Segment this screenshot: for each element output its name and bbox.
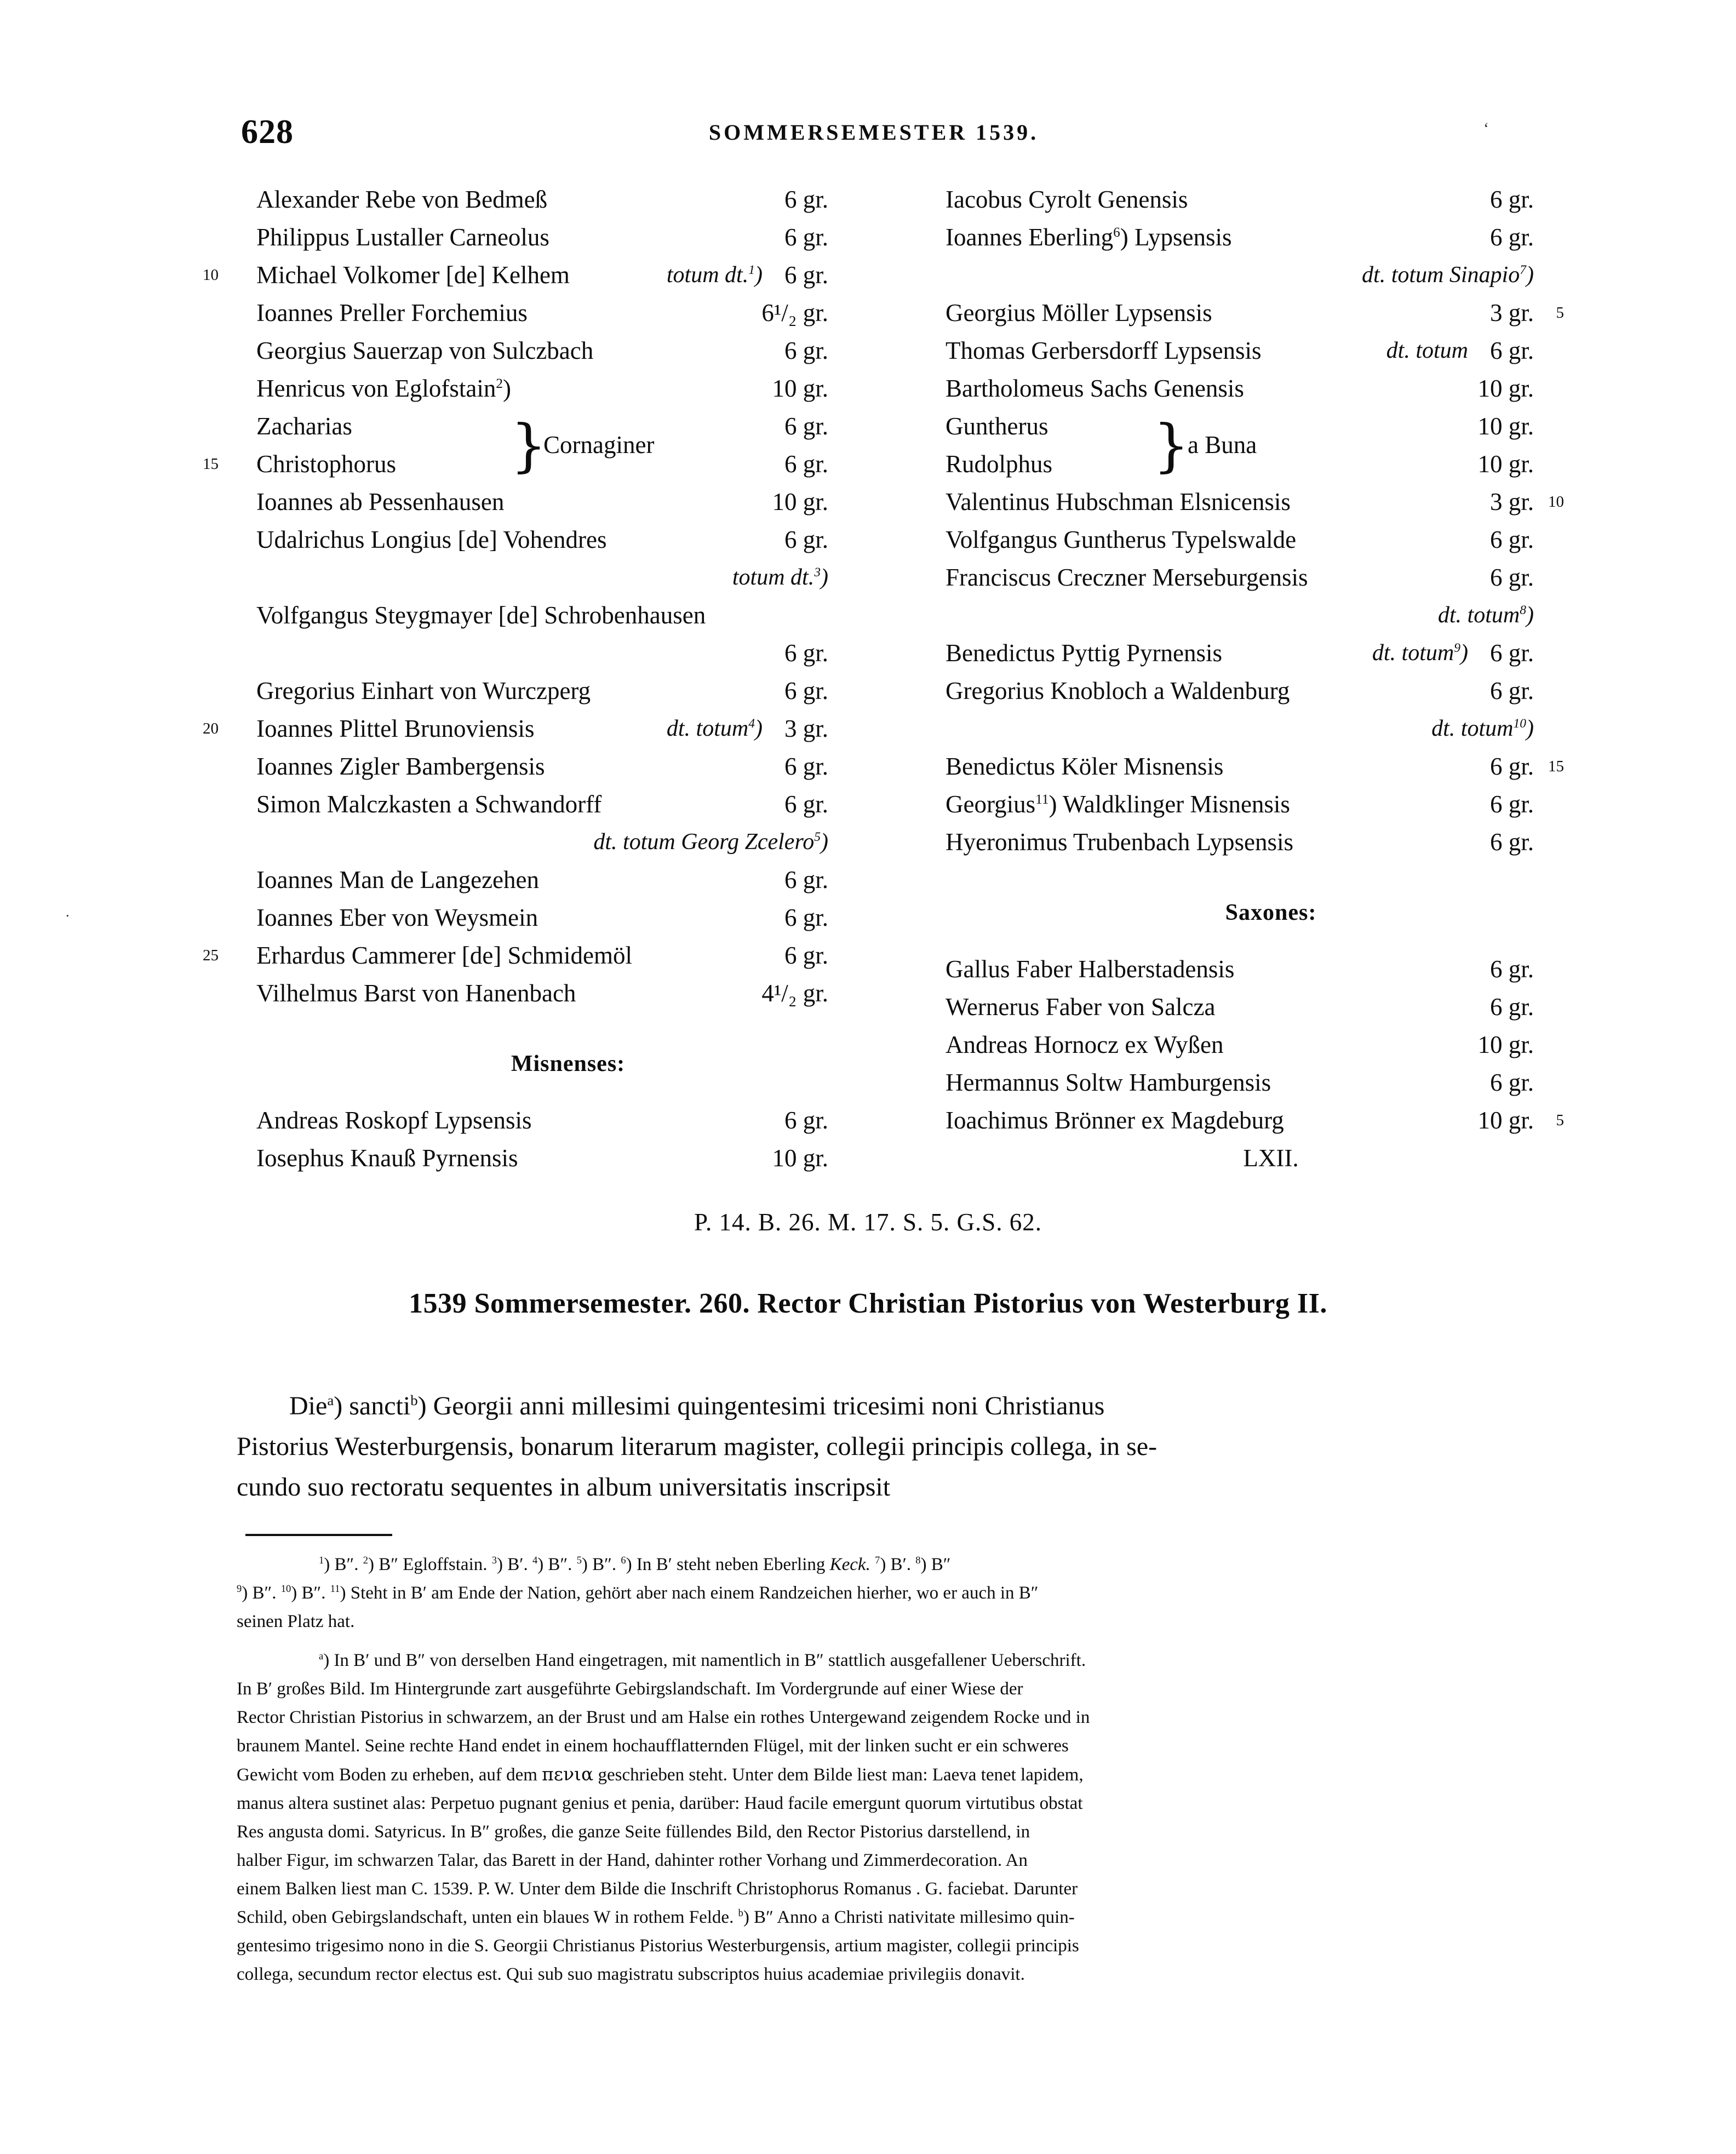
section-heading: 1539 Sommersemester. 260. Rector Christian Pistorius von Westerburg II. [409,1288,1327,1319]
student-name: Zacharias [256,413,352,440]
fee-amount: 6 gr. [784,639,828,667]
fee-amount: 6 gr. [1489,1069,1534,1096]
register-entry [926,181,1616,219]
fee-amount: 6 gr. [1489,677,1534,704]
footnote-line: seinen Platz hat. [237,1612,355,1631]
scan-speck: . [66,904,70,920]
running-head [241,113,1501,151]
line-number: 5 [1556,304,1564,322]
payment-annotation: dt. totum Georg Zcelero$^5$) [593,829,828,855]
register-entry [237,483,899,521]
register-entry [237,748,899,786]
student-name: Volfgangus Steygmayer [de] Schrobenhausen [256,601,706,629]
paragraph-line: cundo suo rectoratu sequentes in album universitatis inscripsit [237,1473,891,1502]
student-name: Guntherus [946,413,1049,440]
curly-brace-icon: } [511,412,547,479]
footnote-line: halber Figur, im schwarzen Talar, das Barett in der Hand, dahinter rother Vorhang und Zimmerdecoration. An [237,1851,1028,1870]
register-column-right [926,181,1616,1177]
payment-annotation: dt. totum$^{10}$) [1431,716,1534,741]
line-number: 10 [203,266,219,284]
lettered-footnotes [237,1646,1508,1989]
fee-amount: 6 gr. [784,186,828,213]
fee-amount: 10 gr. [772,375,828,402]
student-name: Alexander Rebe von Bedmeß [256,186,548,213]
register-entry [203,937,899,975]
student-name: Benedictus Köler Misnensis [946,753,1224,780]
student-name: Andreas Hornocz ex Wyßen [946,1031,1224,1058]
vertical-spacer [926,861,1616,894]
grouped-entry-pair [926,408,1616,483]
register-entry [926,219,1616,256]
fee-amount: 6 gr. [784,677,828,704]
register-entry [926,1064,1616,1102]
student-name: Georgius Möller Lypsensis [946,299,1212,326]
register-entry [926,823,1616,861]
student-name: Ioannes Eberling$^6$) Lypsensis [946,224,1232,251]
student-name: Hermannus Soltw Hamburgensis [946,1069,1271,1096]
student-name: Ioannes Eber von Weysmein [256,904,538,931]
running-title: SOMMERSEMESTER 1539. [708,120,1039,145]
register-continuation-line [926,710,1616,748]
register-entry [237,786,899,823]
register-entry [237,294,899,332]
grouped-entry-pair [203,408,899,483]
footnote-line: $^9$) B″. $^{10}$) B″. $^{11}$) Steht in B′ am Ende der Nation, gehört aber nach einem Randzeichen hierher, wo er auch in B″ [237,1583,1039,1603]
fee-amount: 10 gr. [1477,413,1534,440]
register-column-left [203,181,899,1177]
fee-amount: 6¹/₂ gr. [761,299,828,326]
register-entry [237,219,899,256]
student-name: Gallus Faber Halberstadensis [946,955,1235,983]
fee-amount: 6 gr. [1489,639,1534,667]
register-entry [926,1026,1616,1064]
line-number: 15 [1548,758,1564,775]
register-entry [926,370,1616,408]
paragraph-line: Pistorius Westerburgensis, bonarum literarum magister, collegii principis collega, in se- [237,1432,1158,1461]
student-name: Franciscus Creczner Merseburgensis [946,564,1308,591]
fee-amount: 6 gr. [784,526,828,553]
family-name: Cornaginer [543,431,655,459]
register-entry [237,332,899,370]
fee-amount: 6 gr. [1489,337,1534,364]
footnote-line: Schild, oben Gebirgslandschaft, unten ein blaues W in rothem Felde. $^b$) B″ Anno a Christi nativitate millesimo quin- [237,1907,1075,1927]
student-name: Iacobus Cyrolt Genensis [946,186,1188,213]
register-entry [926,521,1616,559]
fee-amount: 6 gr. [784,790,828,818]
student-name: Ioachimus Brönner ex Magdeburg [946,1107,1284,1134]
student-name: Erhardus Cammerer [de] Schmidemöl [256,942,633,969]
student-name: Ioannes Preller Forchemius [256,299,528,326]
student-name: Georgius$^{11}$) Waldklinger Misnensis [946,790,1290,818]
vertical-spacer [237,1083,899,1102]
register-entry [926,332,1616,370]
register-entry [237,672,899,710]
footnote-line: Rector Christian Pistorius in schwarzem, an der Brust und am Halse ein rothes Untergewand zeigendem Rocke und in [237,1708,1090,1727]
student-name: Georgius Sauerzap von Sulczbach [256,337,594,364]
numbered-footnotes [237,1550,1502,1636]
fee-amount: 6 gr. [784,1107,828,1134]
family-name: a Buna [1188,431,1257,459]
register-entry [926,1102,1616,1139]
payment-annotation: totum dt.$^1$) [666,262,763,288]
margin-tick-mark: ‘ [1483,119,1489,138]
scan-speck [1242,110,1246,124]
student-name: Ioannes ab Pessenhausen [256,488,505,515]
nation-total-roman: LXII. [1243,1144,1299,1172]
vertical-spacer [926,932,1616,950]
curly-brace-icon: } [1153,412,1190,479]
register-continuation-line [237,559,899,597]
nation-subheading: Misnenses: [511,1051,626,1076]
student-name: Hyeronimus Trubenbach Lypsensis [946,828,1293,856]
payment-annotation: dt. totum Sinapio$^7$) [1362,262,1534,288]
student-name: Gregorius Knobloch a Waldenburg [946,677,1290,704]
student-name: Ioannes Man de Langezehen [256,866,540,893]
fee-amount: 10 gr. [1477,450,1534,478]
fee-amount: 6 gr. [1489,186,1534,213]
fee-amount: 6 gr. [1489,993,1534,1021]
payment-annotation: dt. totum$^4$) [666,716,763,741]
register-entry [926,672,1616,710]
fee-amount: 4¹/₂ gr. [761,979,828,1007]
register-continuation-line [926,256,1616,294]
footnote-line: $^a$) In B′ und B″ von derselben Hand eingetragen, mit namentlich in B″ stattlich ausgefallener Ueberschrift. [319,1651,1086,1670]
student-name: Bartholomeus Sachs Genensis [946,375,1244,402]
payment-annotation: totum dt.$^3$) [732,565,828,590]
register-entry [926,294,1616,332]
paragraph-line: Die$^a$) sancti$^b$) Georgii anni millesimi quingentesimi tricesimi noni Christianus [289,1391,1105,1420]
fee-amount: 6 gr. [784,904,828,931]
fee-amount: 6 gr. [784,224,828,251]
register-entry [237,975,899,1012]
footnote-separator-rule [245,1534,392,1536]
payment-annotation: dt. totum$^8$) [1437,603,1534,628]
register-continuation-line [237,823,899,861]
fee-amount: 6 gr. [1489,790,1534,818]
register-entry [926,634,1616,672]
nation-tally-line: P. 14. B. 26. M. 17. S. 5. G.S. 62. [694,1208,1042,1236]
fee-amount: 10 gr. [772,1144,828,1172]
student-name: Udalrichus Longius [de] Vohendres [256,526,607,553]
register-continuation-line [237,634,899,672]
student-name: Iosephus Knauß Pyrnensis [256,1144,518,1172]
register-entry [926,988,1616,1026]
register-entry [203,256,899,294]
folio-number: 628 [241,113,294,151]
register-entry [237,861,899,899]
footnote-line: gentesimo trigesimo nono in die S. Georgii Christianus Pistorius Westerburgensis, artium magister, collegii principis [237,1936,1079,1956]
student-name: Ioannes Plittel Brunoviensis [256,715,535,742]
line-number: 20 [203,720,219,737]
fee-amount: 6 gr. [784,337,828,364]
register-entry [926,559,1616,597]
footnote-line: collega, secundum rector electus est. Qui sub suo magistratu subscriptos huius academiae privilegiis donavit. [237,1964,1025,1984]
register-entry [237,899,899,937]
payment-annotation: dt. totum$^9$) [1372,640,1468,666]
fee-amount: 10 gr. [1477,1031,1534,1058]
fee-amount: 6 gr. [1489,753,1534,780]
student-name: Rudolphus [946,450,1053,478]
footnote-line: braunem Mantel. Seine rechte Hand endet in einem hochaufflatternden Flügel, mit der linken sucht er ein schweres [237,1736,1069,1756]
student-name: Christophorus [256,450,397,478]
fee-amount: 10 gr. [772,488,828,515]
student-name: Henricus von Eglofstain$^2$) [256,375,512,402]
line-number: 5 [1556,1112,1564,1129]
register-entry [237,597,899,634]
register-continuation-line [926,597,1616,634]
fee-amount: 3 gr. [784,715,828,742]
fee-amount: 6 gr. [784,866,828,893]
fee-amount: 3 gr. [1489,488,1534,515]
fee-amount: 6 gr. [1489,955,1534,983]
student-name: Philippus Lustaller Carneolus [256,224,549,251]
student-name: Volfgangus Guntherus Typelswalde [946,526,1297,553]
fee-amount: 6 gr. [784,942,828,969]
fee-amount: 6 gr. [784,261,828,289]
vertical-spacer [237,1012,899,1045]
footnote-line: Gewicht vom Boden zu erheben, auf dem πενια geschrieben steht. Unter dem Bilde liest man: Laeva tenet lapidem, [237,1763,1084,1785]
fee-amount: 3 gr. [1489,299,1534,326]
footnote-line: Res angusta domi. Satyricus. In B″ großes, die ganze Seite füllendes Bild, den Rector Pistorius darstellend, in [237,1822,1030,1842]
student-name: Andreas Roskopf Lypsensis [256,1107,532,1134]
footnote-line: manus altera sustinet alas: Perpetuo pugnant genius et penia, darüber: Haud facile emergunt quorum virtutibus obstat [237,1794,1083,1813]
register-entry [926,483,1616,521]
fee-amount: 6 gr. [1489,564,1534,591]
footnote-line: $^1$) B″. $^2$) B″ Egloffstain. $^3$) B′. $^4$) B″. $^5$) B″. $^6$) In B′ steht neben Eberling Keck. $^7$) B′. $^8$) B″ [319,1555,951,1574]
student-name: Wernerus Faber von Salcza [946,993,1216,1021]
nation-subheading: Saxones: [1225,900,1317,925]
fee-amount: 6 gr. [784,450,828,478]
student-name: Thomas Gerbersdorff Lypsensis [946,337,1262,364]
student-name: Ioannes Zigler Bambergensis [256,753,545,780]
fee-amount: 6 gr. [1489,828,1534,856]
student-name: Simon Malczkasten a Schwandorff [256,790,602,818]
footnote-line: einem Balken liest man C. 1539. P. W. Unter dem Bilde die Inschrift Christophorus Romanus . G. faciebat. Darunter [237,1879,1078,1899]
line-number: 10 [1548,493,1564,511]
fee-amount: 6 gr. [784,413,828,440]
register-entry [237,181,899,219]
register-entry [237,1139,899,1177]
footnote-line: In B′ großes Bild. Im Hintergrunde zart ausgeführte Gebirgslandschaft. Im Vordergrunde auf einer Wiese der [237,1679,1023,1699]
register-entry [237,370,899,408]
rectorate-paragraph [237,1386,1497,1508]
student-name: Michael Volkomer [de] Kelhem [256,261,570,289]
register-entry [237,1102,899,1139]
student-name: Vilhelmus Barst von Hanenbach [256,979,576,1007]
fee-amount: 10 gr. [1477,1107,1534,1134]
register-entry [926,748,1616,786]
register-entry [237,521,899,559]
fee-amount: 6 gr. [1489,526,1534,553]
student-name: Gregorius Einhart von Wurczperg [256,677,591,704]
fee-amount: 10 gr. [1477,375,1534,402]
fee-amount: 6 gr. [784,753,828,780]
payment-annotation: dt. totum [1386,338,1468,363]
register-entry [926,950,1616,988]
register-entry [203,710,899,748]
line-number: 15 [203,455,219,473]
register-entry [926,786,1616,823]
student-name: Valentinus Hubschman Elsnicensis [946,488,1291,515]
line-number: 25 [203,947,219,964]
fee-amount: 6 gr. [1489,224,1534,251]
student-name: Benedictus Pyttig Pyrnensis [946,639,1222,667]
